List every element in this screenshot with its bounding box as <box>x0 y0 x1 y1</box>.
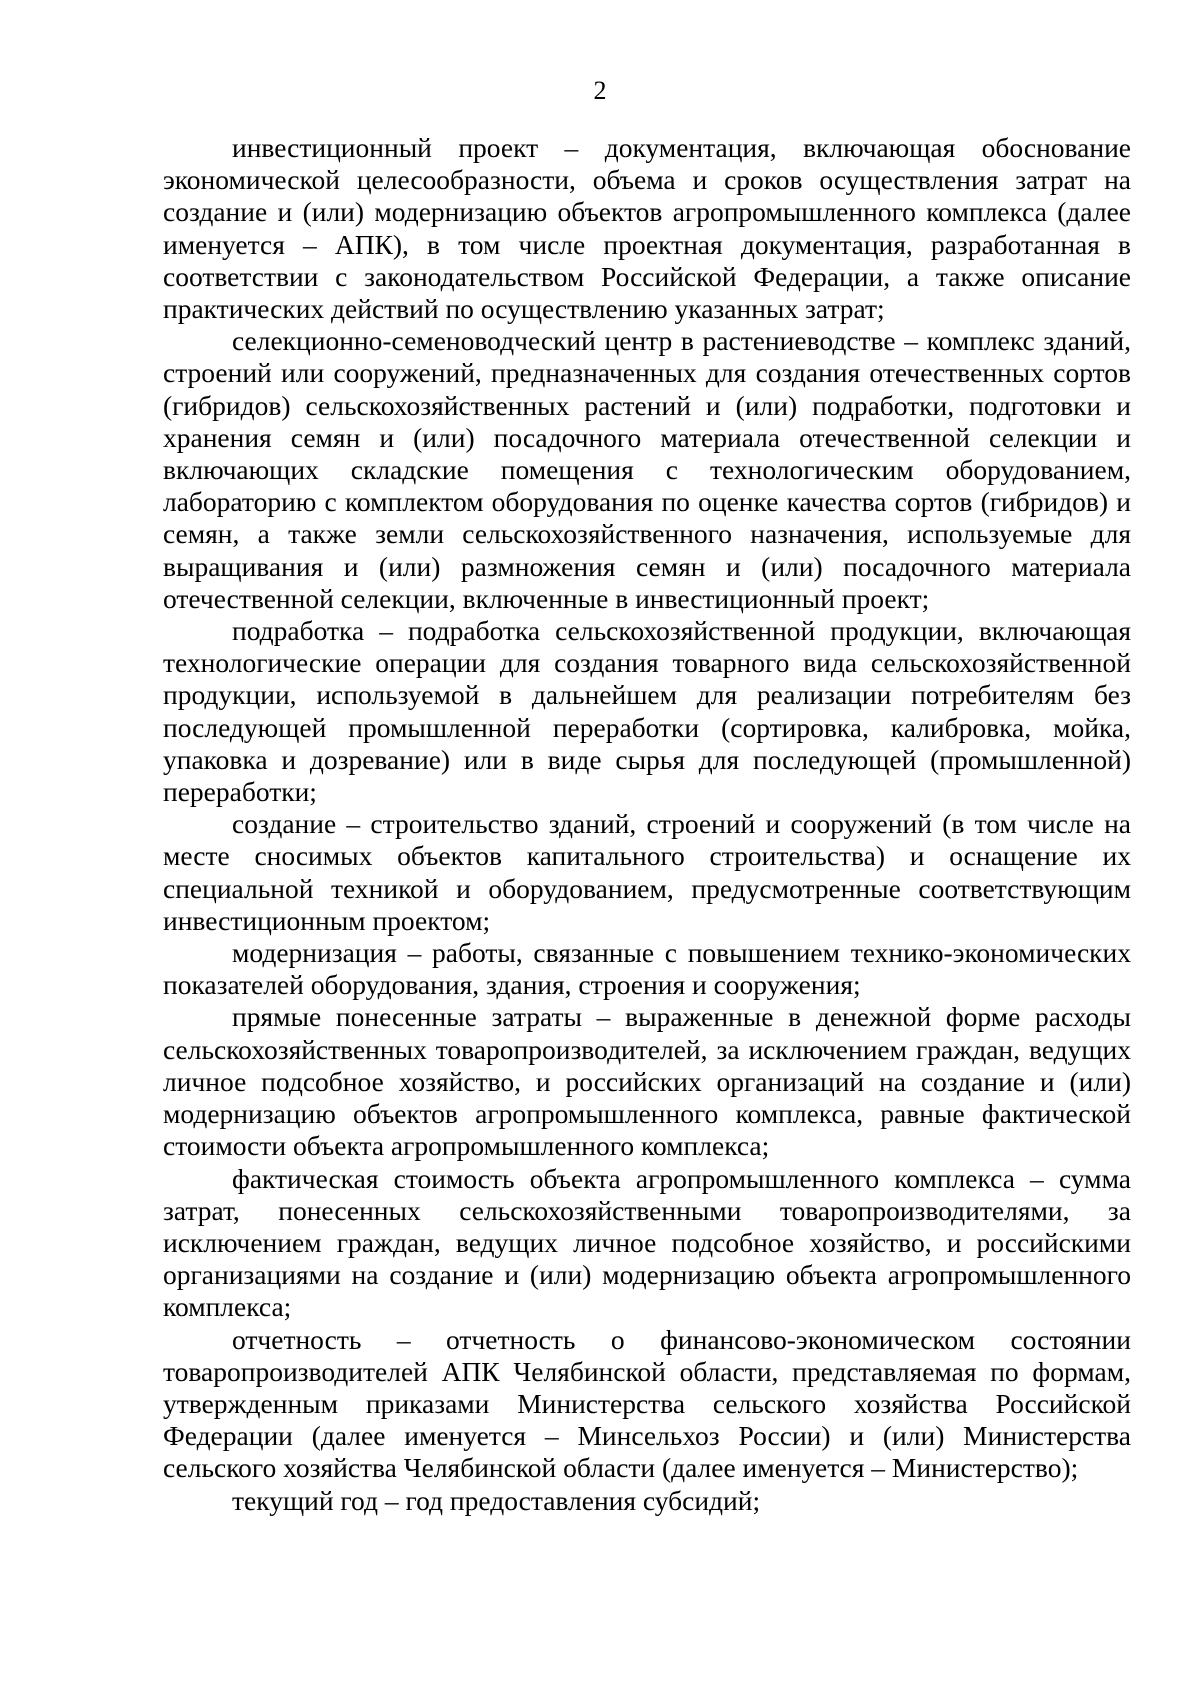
definition-reporting: отчетность – отчетность о финансово-экономическом состоянии товаропроизводителей АПК Челябинской области, представляемая по формам, утвержденным приказами Министерства сельского хозяйства Российской Федерации (далее именуется – Минсельхоз России) и (или) Министерства сельского хозяйства Челябинской области (далее именуется – Министерство); <box>163 1323 1131 1484</box>
definition-investment-project: инвестиционный проект – документация, включающая обоснование экономической целесообразности, объема и сроков осуществления затрат на создание и (или) модернизацию объектов агропромышленного комплекса (далее именуется – АПК), в том числе проектная документация, разработанная в соответствии с законодательством Российской Федерации, а также описание практических действий по осуществлению указанных затрат; <box>163 132 1131 325</box>
definition-current-year: текущий год – год предоставления субсидий; <box>232 1484 761 1516</box>
definition-modernization: модернизация – работы, связанные с повышением технико-экономических показателей оборудования, здания, строения и сооружения; <box>163 937 1131 1001</box>
definition-processing: подработка – подработка сельскохозяйственной продукции, включающая технологические операции для создания товарного вида сельскохозяйственной продукции, используемой в дальнейшем для реализации потребителям без последующей промышленной переработки (сортировка, калибровка, мойка, упаковка и дозревание) или в виде сырья для последующей (промышленной) переработки; <box>163 615 1131 808</box>
page-number: 2 <box>593 76 607 105</box>
definition-direct-costs: прямые понесенные затраты – выраженные в денежной форме расходы сельскохозяйственных товаропроизводителей, за исключением граждан, ведущих личное подсобное хозяйство, и российских организаций на создание и (или) модернизацию объектов агропромышленного комплекса, равные фактической стоимости объекта агропромышленного комплекса; <box>163 1001 1131 1162</box>
definition-selection-center: селекционно-семеноводческий центр в растениеводстве – комплекс зданий, строений или сооружений, предназначенных для создания отечественных сортов (гибридов) сельскохозяйственных растений и (или) подработки, подготовки и хранения семян и (или) посадочного материала отечественной селекции и включающих складские помещения с технологическим оборудованием, лабораторию с комплектом оборудования по оценке качества сортов (гибридов) и семян, а также земли сельскохозяйственного назначения, используемые для выращивания и (или) размножения семян и (или) посадочного материала отечественной селекции, включенные в инвестиционный проект; <box>163 325 1131 614</box>
document-body <box>163 132 1131 1517</box>
definition-actual-cost: фактическая стоимость объекта агропромышленного комплекса – сумма затрат, понесенных сельскохозяйственными товаропроизводителями, за исключением граждан, ведущих личное подсобное хозяйство, и российскими организациями на создание и (или) модернизацию объекта агропромышленного комплекса; <box>163 1162 1131 1323</box>
definition-creation: создание – строительство зданий, строений и сооружений (в том числе на месте сносимых объектов капитального строительства) и оснащение их специальной техникой и оборудованием, предусмотренные соответствующим инвестиционным проектом; <box>163 808 1131 936</box>
